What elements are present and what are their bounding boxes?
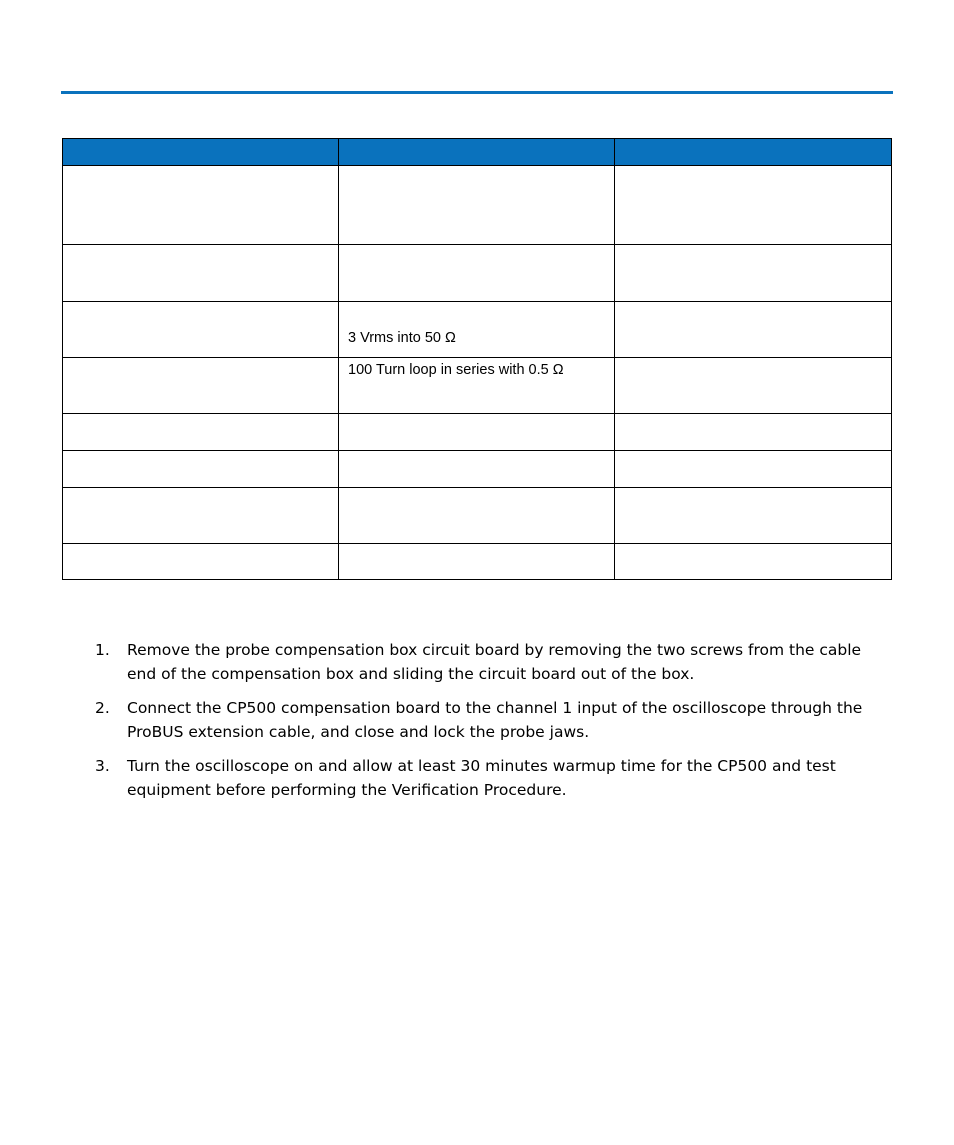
table-row	[63, 488, 892, 544]
table-cell	[339, 451, 615, 488]
step-number: 3.	[95, 757, 110, 775]
table-row	[63, 302, 892, 358]
table-cell	[615, 414, 892, 451]
equipment-table	[62, 138, 892, 580]
step-number: 1.	[95, 641, 110, 659]
table-header-row	[63, 139, 892, 166]
table-cell	[615, 358, 892, 414]
table-header-cell	[615, 139, 892, 166]
header-rule	[61, 91, 893, 94]
table-row	[63, 358, 892, 414]
table-cell	[615, 488, 892, 544]
list-item	[95, 638, 885, 686]
list-item	[95, 696, 885, 744]
table-cell	[339, 245, 615, 302]
table-cell: 3 Vrms into 50 Ω	[339, 302, 615, 358]
table-cell	[63, 414, 339, 451]
table-cell	[615, 544, 892, 580]
step-number: 2.	[95, 699, 110, 717]
step-text: Connect the CP500 compensation board to the channel 1 input of the oscilloscope through the ProBUS extension cable, and close and lock the probe jaws.	[127, 699, 863, 741]
table-header-cell	[63, 139, 339, 166]
list-item	[95, 754, 885, 802]
table-cell	[615, 451, 892, 488]
table-row	[63, 451, 892, 488]
table-cell	[615, 166, 892, 245]
step-text: Turn the oscilloscope on and allow at least 30 minutes warmup time for the CP500 and test equipment before performing the Verification Procedure.	[127, 757, 836, 799]
table-row	[63, 544, 892, 580]
table-cell	[63, 245, 339, 302]
table-cell	[63, 166, 339, 245]
table-cell: 100 Turn loop in series with 0.5 Ω	[339, 358, 615, 414]
table-cell	[63, 302, 339, 358]
table-cell	[339, 544, 615, 580]
table-row	[63, 245, 892, 302]
table-cell	[339, 166, 615, 245]
table-cell	[63, 451, 339, 488]
table-cell	[63, 488, 339, 544]
table-cell	[63, 544, 339, 580]
table-row	[63, 166, 892, 245]
table-cell	[339, 414, 615, 451]
table-cell	[63, 358, 339, 414]
table-cell	[615, 245, 892, 302]
step-text: Remove the probe compensation box circuit board by removing the two screws from the cable end of the compensation box and sliding the circuit board out of the box.	[127, 641, 862, 683]
table-row	[63, 414, 892, 451]
table-cell	[615, 302, 892, 358]
table-header-cell	[339, 139, 615, 166]
setup-steps-list	[95, 638, 885, 812]
table-cell	[339, 488, 615, 544]
